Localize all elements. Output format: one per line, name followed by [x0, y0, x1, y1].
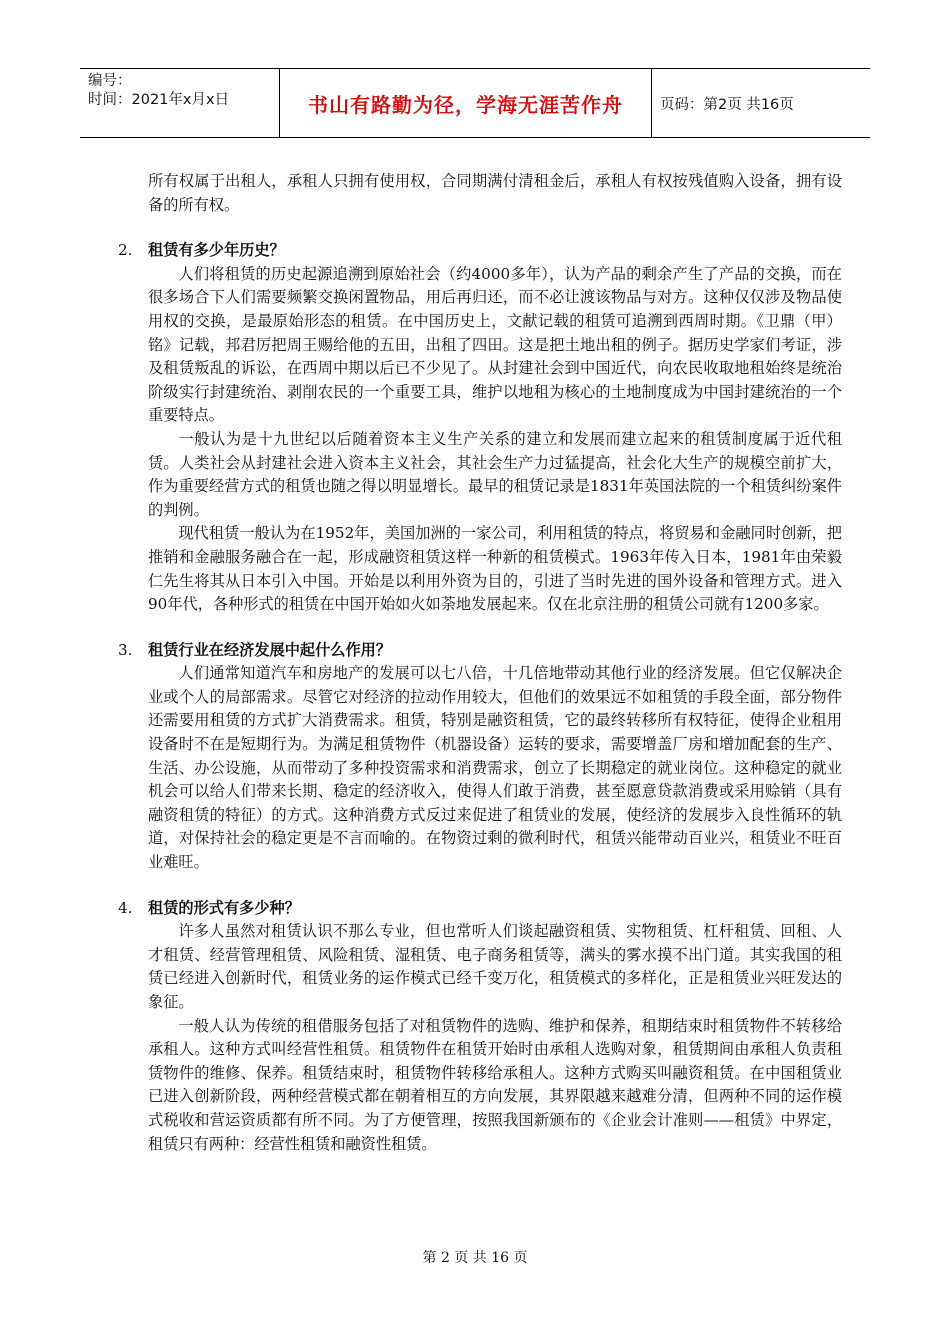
- paragraph: 现代租赁一般认为在1952年，美国加洲的一家公司，利用租赁的特点，将贸易和金融同时创新，把推销和金融服务融合在一起，形成融资租赁这样一种新的租赁模式。1963年传入日本，1981年由荣毅仁先生将其从日本引入中国。开始是以利用外资为目的，引进了当时先进的国外设备和管理方式。进入90年代，各种形式的租赁在中国开始如火如荼地发展起来。仅在北京注册的租赁公司就有1200多家。: [148, 524, 842, 614]
- section-title: 租赁有多少年历史？: [148, 241, 285, 260]
- section-title: 租赁行业在经济发展中起什么作用？: [148, 640, 391, 659]
- paragraph: 一般认为是十九世纪以后随着资本主义生产关系的建立和发展而建立起来的租赁制度属于近代租赁。人类社会从封建社会进入资本主义社会，其社会生产力过猛提高，社会化大生产的规模空前扩大，作为重要经营方式的租赁也随之得以明显增长。最早的租赁记录是1831年英国法院的一个租赁纠纷案件的判例。: [148, 429, 842, 519]
- header-motto: 书山有路勤为径，学海无涯苦作舟: [280, 69, 652, 137]
- paragraph: 人们将租赁的历史起源追溯到原始社会（约4000多年），认为产品的剩余产生了产品的交换，而在很多场合下人们需要频繁交换闲置物品，用后再归还，而不必让渡该物品与对方。这种仅仅涉及物品使用权的交换，是最原始形态的租赁。在中国历史上，文献记载的租赁可追溯到西周时期。《卫鼎（甲）铭》记载，邦君厉把周王赐给他的五田，出租了四田。这是把土地出租的例子。据历史学家们考证，涉及租赁叛乱的诉讼，在西周中期以后已不少见了。从封建社会到中国近代，向农民收取地租始终是统治阶级实行封建统治、剥削农民的一个重要工具，维护以地租为核心的土地制度成为中国封建统治的一个重要特点。: [148, 264, 842, 425]
- code-label: 编号：: [88, 73, 132, 89]
- paragraph: 人们通常知道汽车和房地产的发展可以七八倍，十几倍地带动其他行业的经济发展。但它仅解决企业或个人的局部需求。尽管它对经济的拉动作用较大，但他们的效果远不如租赁的手段全面，部分物件还需要用租赁的方式扩大消费需求。租赁，特别是融资租赁，它的最终转移所有权特征，使得企业租用设备时不在是短期行为。为满足租赁物件（机器设备）运转的要求，需要增盖厂房和增加配套的生产、生活、办公设施，从而带动了多种投资需求和消费需求，创立了长期稳定的就业岗位。这种稳定的就业机会可以给人们带来长期、稳定的经济收入，使得人们敢于消费，甚至愿意贷款消费或采用赊销（具有融资租赁的特征）的方式。这种消费方式反过来促进了租赁业的发展，使经济的发展步入良性循环的轨道，对保持社会的稳定更是不言而喻的。在物资过剩的微利时代，租赁兴能带动百业兴，租赁业不旺百业难旺。: [148, 664, 842, 872]
- intro-paragraph: 所有权属于出租人，承租人只拥有使用权，合同期满付清租金后，承租人有权按残值购入设备，拥有设备的所有权。: [148, 172, 842, 214]
- document-body: [118, 170, 842, 1156]
- paragraph: 一般人认为传统的租借服务包括了对租赁物件的选购、维护和保养，租期结束时租赁物件不转移给承租人。这种方式叫经营性租赁。租赁物件在租赁开始时由承租人选购对象，租赁期间由承租人负责租赁物件的维修、保养。租赁结束时，租赁物件转移给承租人。这种方式购买叫融资租赁。在中国租赁业已进入创新阶段，两种经营模式都在朝着相互的方向发展，其界限越来越难分清，但两种不同的运作模式税收和营运资质都有所不同。为了方便管理，按照我国新颁布的《企业会计准则——租赁》中界定，租赁只有两种：经营性租赁和融资性租赁。: [148, 1016, 842, 1153]
- header-page-info: 页码：第2页 共16页: [660, 96, 794, 113]
- section-heading: [118, 239, 842, 263]
- section-title: 租赁的形式有多少种？: [148, 898, 300, 917]
- section-4: [118, 897, 842, 1157]
- time-label: 时间：2021年x月x日: [88, 92, 230, 108]
- section-number: 2.: [118, 241, 133, 260]
- section-2: [118, 239, 842, 617]
- page-footer: 第 2 页 共 16 页: [422, 1250, 528, 1266]
- section-number: 4.: [118, 898, 133, 917]
- section-3: [118, 639, 842, 875]
- header-meta: [80, 69, 280, 137]
- page-header: [80, 68, 870, 138]
- section-number: 3.: [118, 640, 133, 659]
- section-heading: [118, 897, 842, 921]
- section-heading: [118, 639, 842, 663]
- paragraph: 许多人虽然对租赁认识不那么专业，但也常听人们谈起融资租赁、实物租赁、杠杆租赁、回租、人才租赁、经营管理租赁、风险租赁、湿租赁、电子商务租赁等，满头的雾水摸不出门道。其实我国的租赁已经进入创新时代，租赁业务的运作模式已经千变万化，租赁模式的多样化，正是租赁业兴旺发达的象征。: [148, 922, 842, 1011]
